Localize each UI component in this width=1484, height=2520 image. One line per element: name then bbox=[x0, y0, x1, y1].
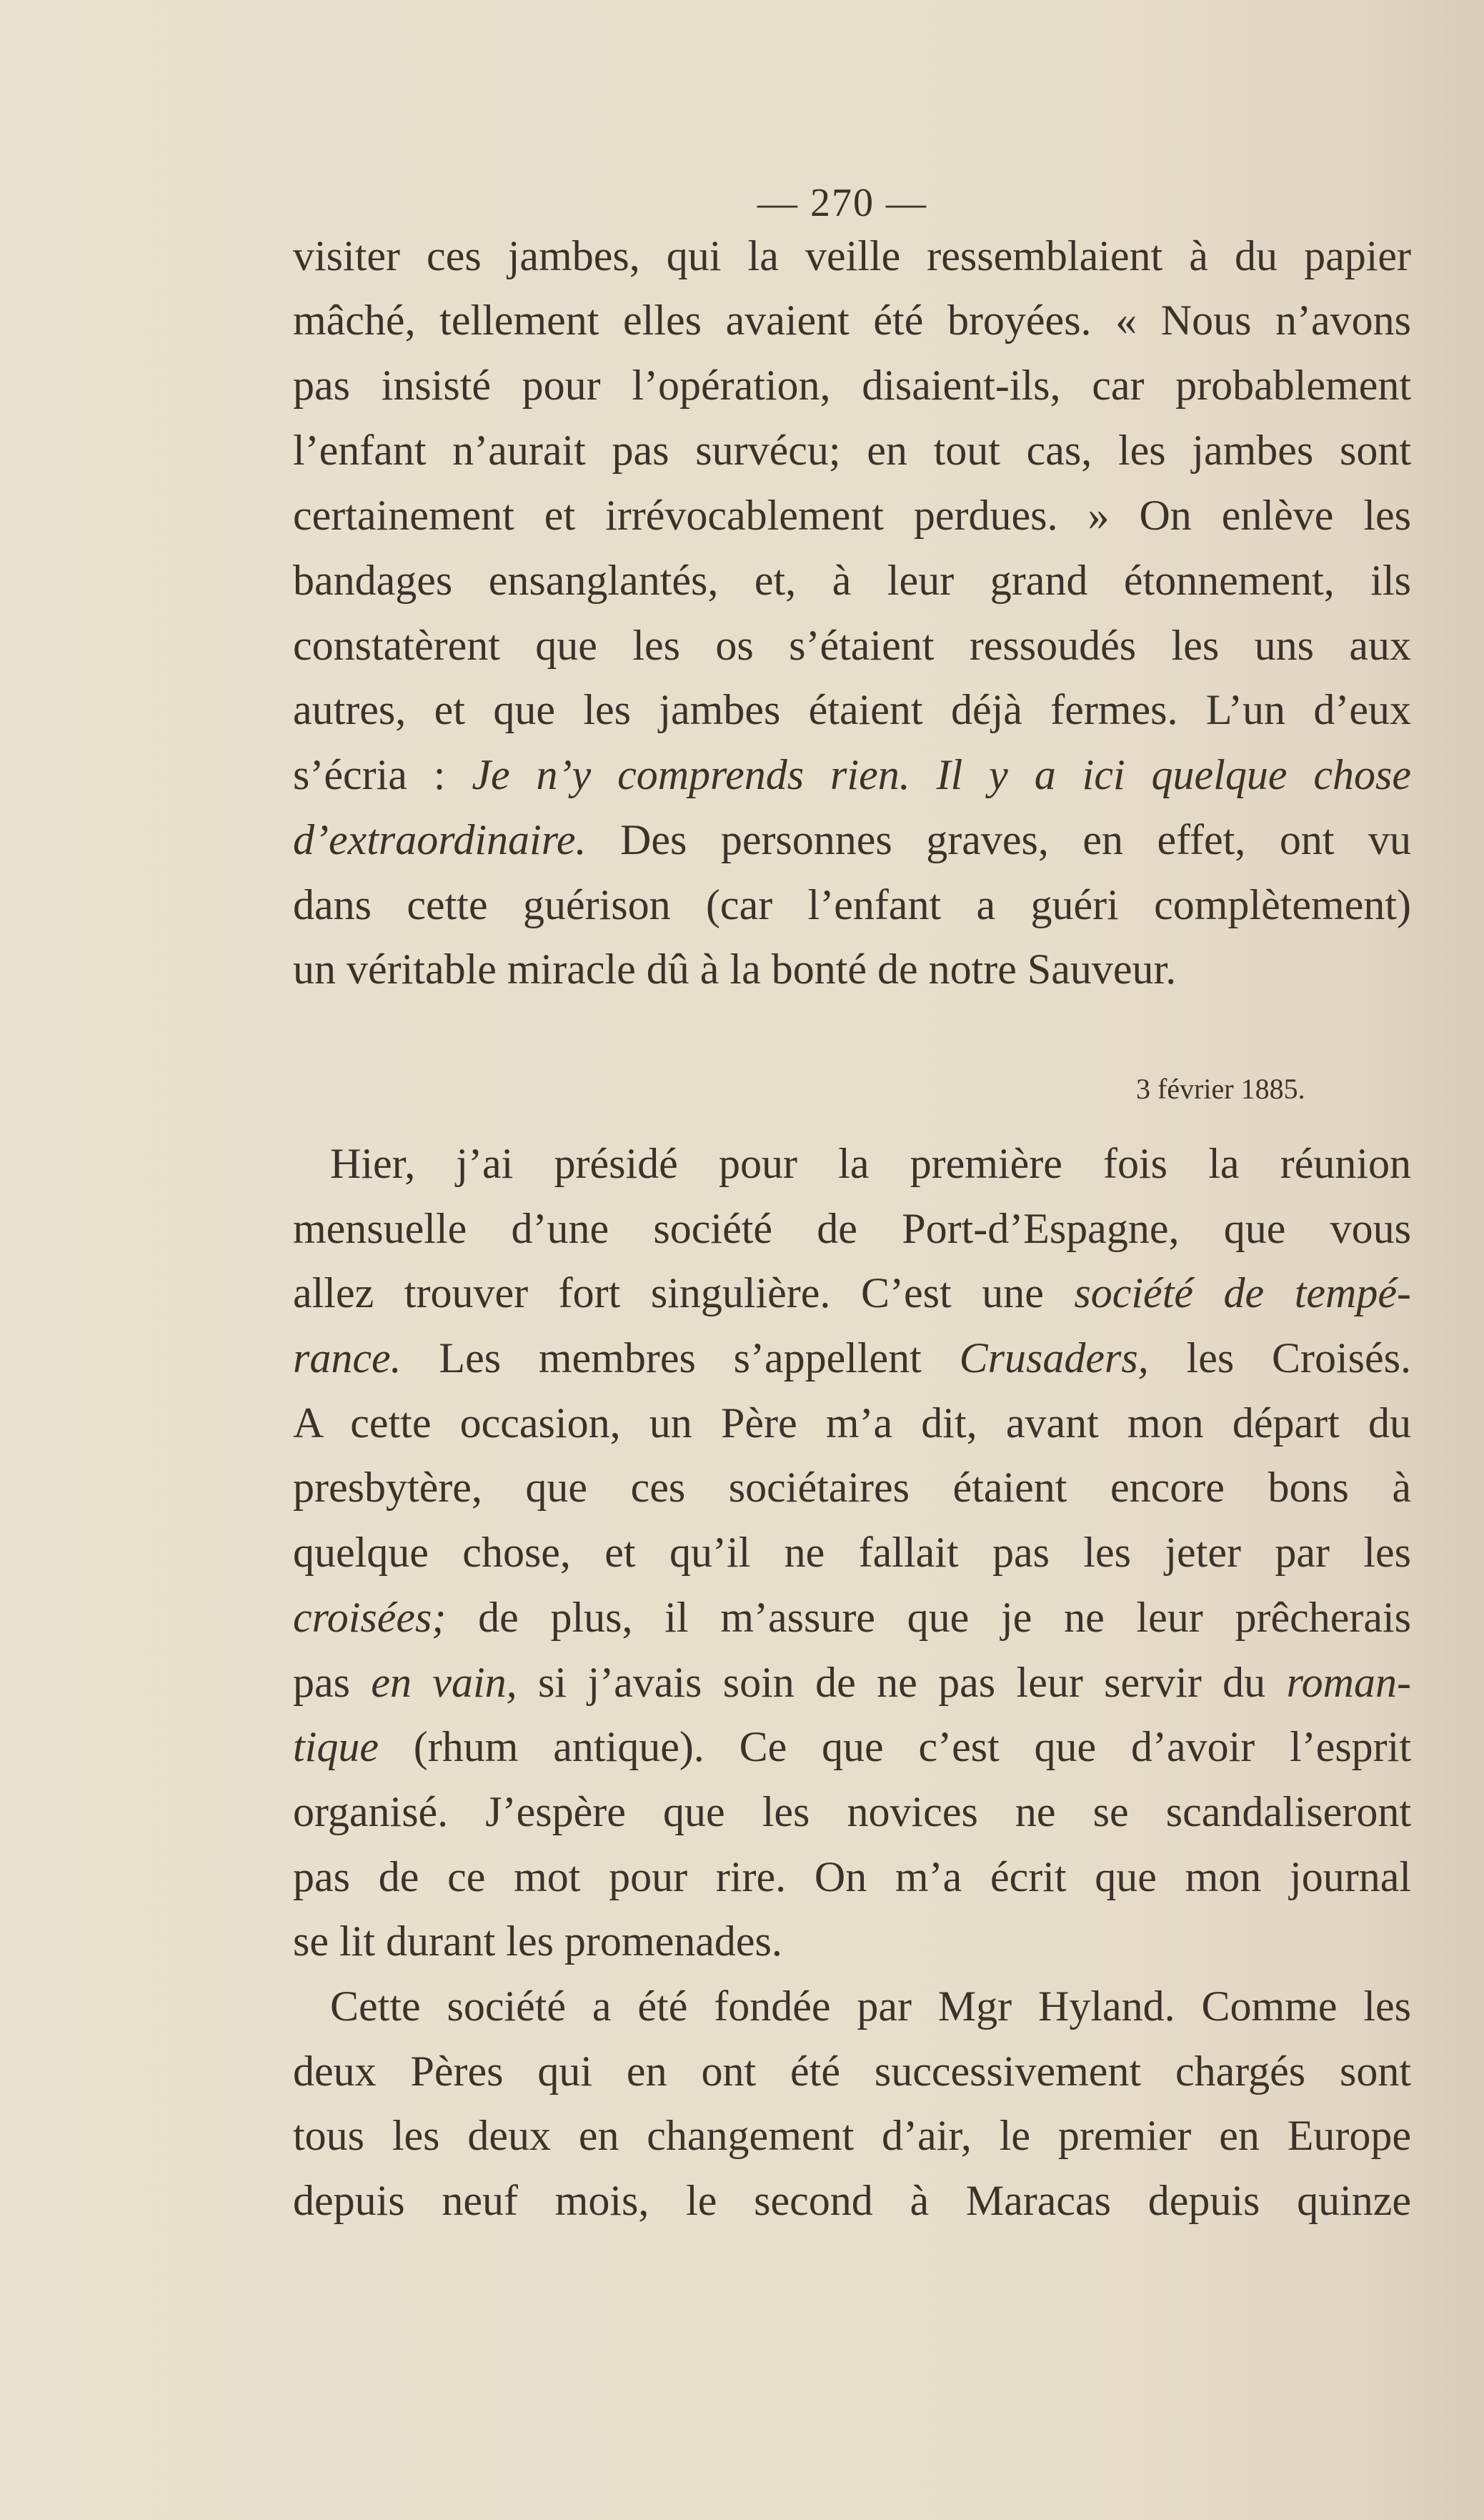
text-line bbox=[293, 1332, 1411, 1384]
italic-text: tique bbox=[293, 1723, 379, 1770]
italic-text: rance. bbox=[293, 1334, 402, 1381]
italic-text: croisées; bbox=[293, 1594, 447, 1641]
text-line: A cette occasion, un Père m’a dit, avant mon départ du bbox=[293, 1399, 1411, 1447]
text-run: les Croisés. bbox=[1148, 1334, 1412, 1381]
text-line: autres, et que les jambes étaient déjà fermes. L’un d’eux bbox=[293, 686, 1411, 733]
text-run: si j’avais soin de ne pas leur servir du bbox=[517, 1659, 1287, 1706]
text-line: mâché, tellement elles avaient été broyées. « Nous n’avons bbox=[293, 297, 1411, 344]
text-line: presbytère, que ces sociétaires étaient encore bons à bbox=[293, 1464, 1411, 1511]
italic-text: Crusaders, bbox=[959, 1334, 1149, 1381]
text-line: constatèrent que les os s’étaient ressoudés les uns aux bbox=[293, 622, 1411, 669]
text-line: bandages ensanglantés, et, à leur grand étonnement, ils bbox=[293, 557, 1411, 604]
text-line: depuis neuf mois, le second à Maracas depuis quinze bbox=[293, 2177, 1411, 2224]
text-line: deux Pères qui en ont été successivement chargés sont bbox=[293, 2048, 1411, 2095]
text-line: pas insisté pour l’opération, disaient-ils, car probablement bbox=[293, 362, 1411, 409]
text-line: Cette société a été fondée par Mgr Hyland. Comme les bbox=[330, 1983, 1411, 2030]
italic-text: Je n’y comprends rien. Il y a ici quelque chose bbox=[472, 751, 1411, 798]
text-line: un véritable miracle dû à la bonté de notre Sauveur. bbox=[293, 946, 1177, 993]
text-line bbox=[293, 1267, 1411, 1319]
italic-text: roman- bbox=[1286, 1659, 1411, 1706]
italic-text: d’extraordinaire. bbox=[293, 816, 587, 863]
text-line bbox=[293, 814, 1411, 865]
text-line: l’enfant n’aurait pas survécu; en tout cas, les jambes sont bbox=[293, 427, 1411, 474]
text-line: certainement et irrévocablement perdues. » On enlève les bbox=[293, 492, 1411, 539]
text-line: organisé. J’espère que les novices ne se scandaliseront bbox=[293, 1788, 1411, 1835]
page-number: — 270 — bbox=[757, 181, 927, 225]
text-line: mensuelle d’une société de Port-d’Espagne, que vous bbox=[293, 1205, 1411, 1252]
text-run: Des personnes graves, en effet, ont vu bbox=[586, 816, 1411, 863]
text-line: Hier, j’ai présidé pour la première fois la réunion bbox=[330, 1140, 1411, 1187]
entry-date: 3 février 1885. bbox=[1136, 1073, 1305, 1105]
text-run: s’écria : bbox=[293, 751, 472, 798]
text-line: se lit durant les promenades. bbox=[293, 1918, 782, 1965]
italic-text: société de tempé- bbox=[1074, 1269, 1411, 1316]
text-line bbox=[293, 1592, 1411, 1643]
text-line bbox=[293, 1721, 1411, 1772]
italic-text: en vain, bbox=[371, 1659, 517, 1706]
text-line bbox=[293, 1657, 1411, 1708]
text-line: visiter ces jambes, qui la veille ressemblaient à du papier bbox=[293, 232, 1411, 279]
text-line: quelque chose, et qu’il ne fallait pas les jeter par les bbox=[293, 1529, 1411, 1576]
text-line bbox=[293, 749, 1411, 800]
text-line: dans cette guérison (car l’enfant a guéri complètement) bbox=[293, 881, 1411, 928]
text-run: Les membres s’appellent bbox=[401, 1334, 960, 1381]
text-run: de plus, il m’assure que je ne leur prêcherais bbox=[446, 1594, 1411, 1641]
text-line: pas de ce mot pour rire. On m’a écrit que mon journal bbox=[293, 1853, 1411, 1900]
text-line: tous les deux en changement d’air, le premier en Europe bbox=[293, 2112, 1411, 2159]
text-run: pas bbox=[293, 1659, 372, 1706]
text-run: allez trouver fort singulière. C’est une bbox=[293, 1269, 1075, 1316]
text-run: (rhum antique). Ce que c’est que d’avoir l’esprit bbox=[378, 1723, 1411, 1770]
